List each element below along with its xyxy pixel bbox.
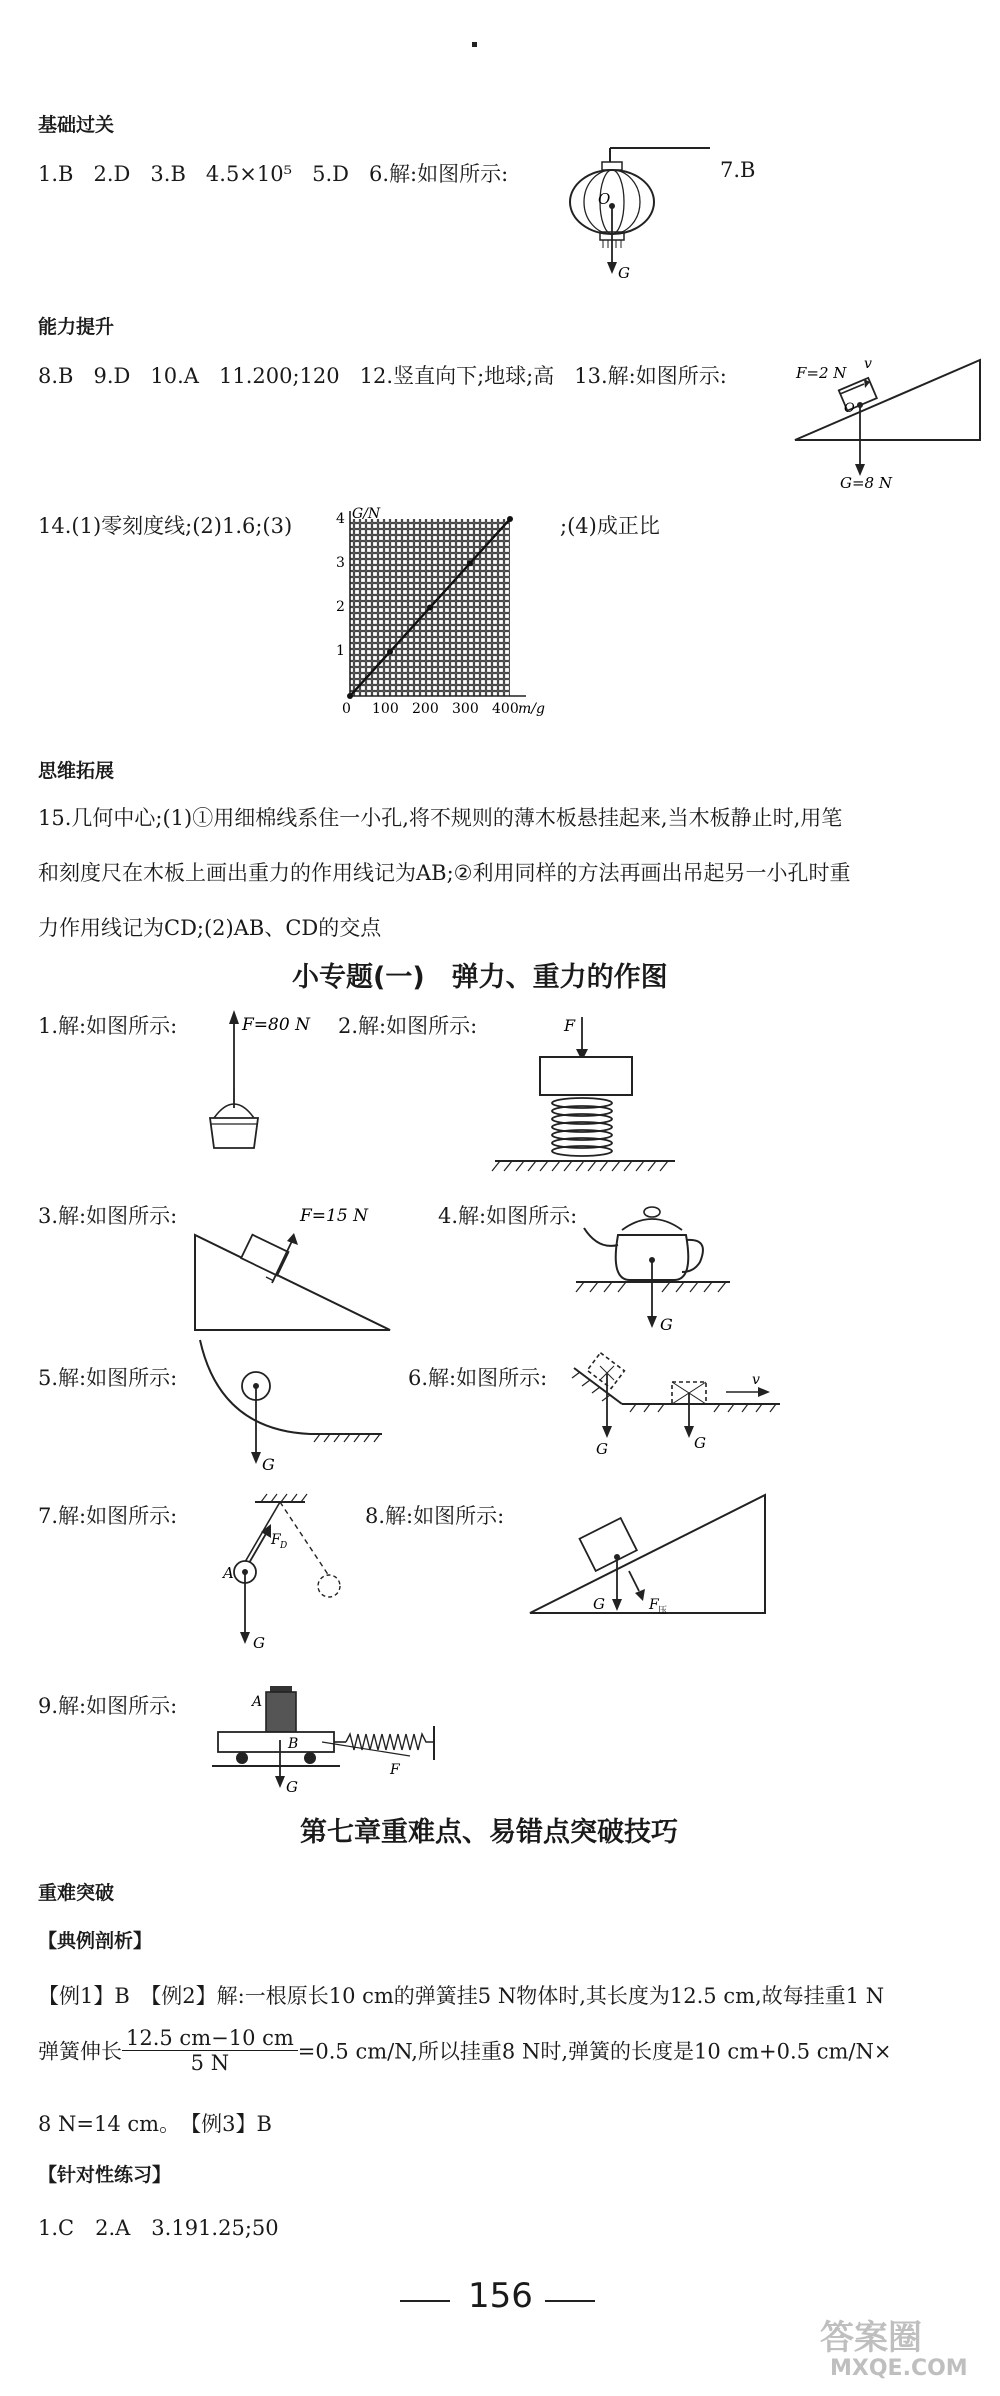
- fraction-denominator: 5 N: [190, 2051, 230, 2076]
- topic-5: 5.解:如图所示:: [38, 1366, 178, 1390]
- chart-ytick-1: 1: [336, 643, 345, 659]
- cart-label-F: F: [390, 1762, 400, 1778]
- practice-answers: 1.C 2.A 3.191.25;50: [38, 2216, 279, 2240]
- answer-12: 12.竖直向下;地球;高: [359, 364, 555, 388]
- q13-label-F: F=2 N: [796, 364, 847, 382]
- pendulum-label-A: A: [223, 1564, 234, 1582]
- page-number-dash-left: [400, 2300, 450, 2302]
- page-number: 156: [468, 2276, 533, 2316]
- pressure-label-F-sub: 压: [658, 1606, 668, 1616]
- chart-point-0: [347, 693, 353, 699]
- example-line-2-b: =0.5 cm/N,所以挂重8 N时,弹簧的长度是10 cm+0.5 cm/N×: [297, 2039, 892, 2064]
- chart-xtick-200: 200: [412, 701, 439, 717]
- chart-point-3: [467, 560, 473, 566]
- teapot-figure: [570, 1180, 750, 1340]
- watermark-text: 答案圈: [820, 2318, 922, 2358]
- pressure-label-G: G: [593, 1595, 605, 1613]
- slide-label-G2: G: [694, 1434, 706, 1452]
- slide-label-G1: G: [596, 1440, 608, 1458]
- curved-track-figure: [190, 1330, 390, 1480]
- chart-ylabel: G/N: [352, 506, 381, 522]
- slide-label-v: v: [752, 1372, 760, 1388]
- answer-7: 7.B: [720, 158, 756, 182]
- cart-spring-figure: [210, 1670, 450, 1795]
- section-practice: 【针对性练习】: [38, 2164, 172, 2186]
- answer-8: 8.B: [38, 364, 74, 388]
- q13-label-O: O: [844, 401, 855, 416]
- page-number-dash-right: [545, 2300, 595, 2302]
- answer-4: 4.5×10⁵: [205, 162, 293, 186]
- answer-14b: ;(4)成正比: [560, 514, 660, 538]
- bucket-label-F: F=80 N: [242, 1015, 310, 1035]
- topic-4: 4.解:如图所示:: [438, 1204, 578, 1228]
- pendulum-label-G: G: [253, 1634, 265, 1652]
- topic-6: 6.解:如图所示:: [408, 1366, 548, 1390]
- section-thinking: 思维拓展: [38, 760, 115, 782]
- topic-3: 3.解:如图所示:: [38, 1204, 178, 1228]
- topic-9: 9.解:如图所示:: [38, 1694, 178, 1718]
- answer-3: 3.B: [150, 162, 186, 186]
- pendulum-figure: [205, 1490, 365, 1660]
- cart-label-G: G: [286, 1778, 298, 1795]
- section-ability: 能力提升: [38, 316, 115, 338]
- chart-point-1: [387, 649, 393, 655]
- section-example: 【典例剖析】: [38, 1930, 153, 1952]
- chart-ytick-4: 4: [336, 511, 345, 527]
- bucket-figure: [190, 1000, 330, 1150]
- spring-fraction: [122, 2026, 298, 2075]
- chapter7-title: 第七章重难点、易错点突破技巧: [300, 1817, 678, 1848]
- spring-press-figure: [490, 1005, 680, 1180]
- topic-8: 8.解:如图所示:: [365, 1504, 505, 1528]
- answer-10: 10.A: [150, 364, 199, 388]
- answer-row-2: [38, 360, 727, 390]
- pendulum-label-F-sub: D: [280, 1541, 288, 1551]
- answer-15-line1: 15.几何中心;(1)①用细棉线系住一小孔,将不规则的薄木板悬挂起来,当木板静止时,用笔: [38, 806, 843, 830]
- example-line-1: 【例1】B 【例2】解:一根原长10 cm的弹簧挂5 N物体时,其长度为12.5 cm,故每挂重1 N: [38, 1984, 885, 2008]
- topic-2: 2.解:如图所示:: [338, 1014, 478, 1038]
- answer-15-line3: 力作用线记为CD;(2)AB、CD的交点: [38, 916, 382, 940]
- chart-xlabel: m/g: [518, 701, 545, 717]
- top-mark: [472, 42, 477, 47]
- incline-label-F: F=15 N: [300, 1206, 368, 1226]
- q13-label-G: G=8 N: [840, 474, 892, 490]
- example-line-3: 8 N=14 cm。 【例3】B: [38, 2112, 272, 2136]
- answer-11: 11.200;120: [219, 364, 340, 388]
- incline-figure-q13: [790, 350, 995, 490]
- answer-9: 9.D: [93, 364, 131, 388]
- chart-point-2: [427, 605, 433, 611]
- chart-point-4: [507, 516, 513, 522]
- incline-pressure-figure: [525, 1485, 775, 1625]
- answer-14a: 14.(1)零刻度线;(2)1.6;(3): [38, 514, 293, 538]
- section-zhongnan: 重难突破: [38, 1882, 115, 1904]
- topic-7: 7.解:如图所示:: [38, 1504, 178, 1528]
- chart-xtick-0: 0: [342, 701, 351, 717]
- watermark-url: MXQE.COM: [830, 2356, 968, 2381]
- answer-6: 6.解:如图所示:: [368, 162, 509, 186]
- answer-2: 2.D: [93, 162, 131, 186]
- lantern-label-O: O: [598, 190, 611, 208]
- pressure-label-F: F: [649, 1597, 659, 1613]
- g-m-chart: [330, 505, 550, 720]
- pendulum-label-F: F: [271, 1532, 281, 1548]
- section-basic: 基础过关: [38, 114, 115, 136]
- example-line-2: [38, 2026, 891, 2075]
- lantern-label-G: G: [618, 264, 630, 282]
- answer-13: 13.解:如图所示:: [574, 364, 727, 388]
- topic1-title: 小专题(一) 弹力、重力的作图: [292, 962, 668, 993]
- chart-xtick-100: 100: [372, 701, 399, 717]
- spring-press-label-F: F: [564, 1016, 576, 1035]
- chart-xtick-400: 400: [492, 701, 519, 717]
- chart-ytick-3: 3: [336, 555, 345, 571]
- cart-label-A: A: [252, 1694, 263, 1710]
- cart-label-B: B: [288, 1736, 299, 1752]
- answer-1: 1.B: [38, 162, 74, 186]
- track-label-G: G: [262, 1455, 275, 1474]
- incline-block-figure: [190, 1195, 400, 1335]
- answer-15-line2: 和刻度尺在木板上画出重力的作用线记为AB;②利用同样的方法再画出吊起另一小孔时重: [38, 861, 851, 885]
- answer-5: 5.D: [312, 162, 349, 186]
- teapot-label-G: G: [660, 1315, 673, 1334]
- topic-1: 1.解:如图所示:: [38, 1014, 178, 1038]
- lantern-figure: [540, 140, 720, 285]
- example-line-2-a: 弹簧伸长: [38, 2039, 122, 2064]
- chart-ytick-2: 2: [336, 599, 345, 615]
- slide-to-floor-figure: [560, 1348, 790, 1458]
- q13-label-v: v: [864, 356, 872, 372]
- fraction-numerator: 12.5 cm−10 cm: [122, 2026, 298, 2051]
- chart-xtick-300: 300: [452, 701, 479, 717]
- answer-row-1: [38, 158, 508, 188]
